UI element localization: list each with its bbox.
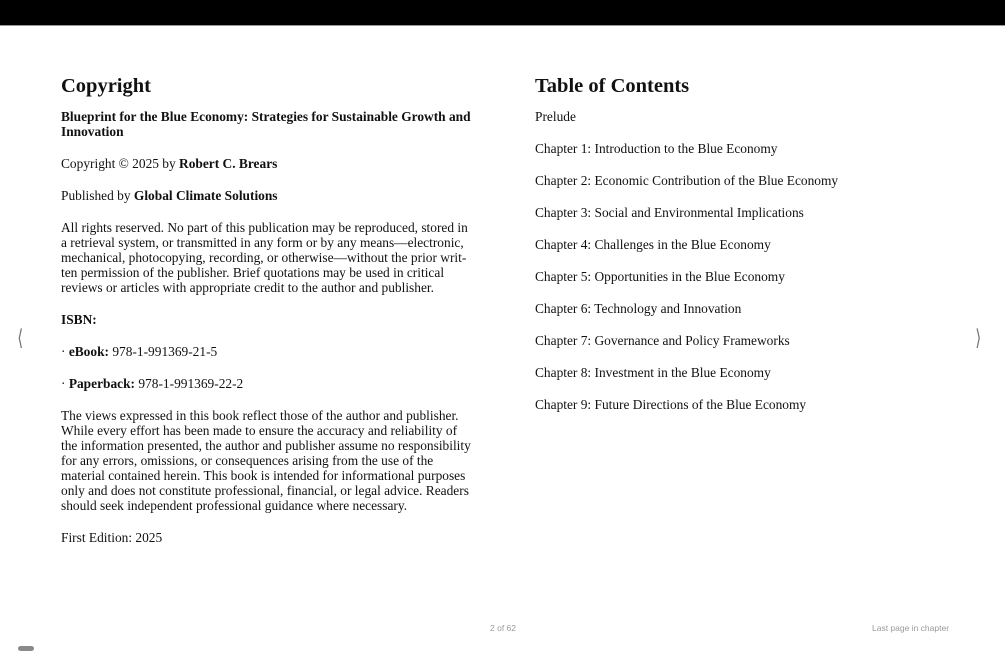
toc-item-chapter-8[interactable]: Chapter 8: Investment in the Blue Economy [535,365,771,380]
toc-item-chapter-4[interactable]: Chapter 4: Challenges in the Blue Economy [535,237,771,252]
edition-text: First Edition: 2025 [61,530,163,545]
toc-page [535,74,865,429]
toc-item-prelude[interactable]: Prelude [535,109,576,124]
rights-text: All rights reserved. No part of this publication may be reproduced, stored in a retrieval system, or transmitted in any form or by any means—electronic, mechanical, photocopying, recording, or otherwise—without the prior written permission of the publisher. Brief quotations may be used in critical reviews or articles with appropriate credit to the author and publisher. [61,220,468,295]
isbn-paperback-label: Paperback: [68,376,136,391]
toc-item-chapter-1[interactable]: Chapter 1: Introduction to the Blue Economy [535,141,778,156]
scroll-handle[interactable] [18,646,34,651]
bullet: · [61,376,69,391]
publisher-line [61,188,473,203]
isbn-paperback [61,376,473,391]
isbn-ebook-value: 978-1-991369-21-5 [109,344,218,359]
publisher-name: Global Climate Solutions [133,188,278,203]
toc-item-chapter-9[interactable]: Chapter 9: Future Directions of the Blue Economy [535,397,807,412]
book-title: Blueprint for the Blue Economy: Strategies for Sustainable Growth and Innovation [61,109,471,139]
toc-item-chapter-5[interactable]: Chapter 5: Opportunities in the Blue Economy [535,269,785,284]
isbn-paperback-value: 978-1-991369-22-2 [135,376,244,391]
chapter-status: Last page in chapter [872,623,950,633]
isbn-ebook [61,344,473,359]
toc-item-chapter-6[interactable]: Chapter 6: Technology and Innovation [535,301,742,316]
isbn-ebook-label: eBook: [68,344,109,359]
toc-item-chapter-2[interactable]: Chapter 2: Economic Contribution of the Blue Economy [535,173,839,188]
author-name: Robert C. Brears [179,156,278,171]
disclaimer-text: The views expressed in this book reflect those of the author and publisher. While every effort has been made to ensure the accuracy and reliability of the information presented, the author and publisher assume no responsibility for any errors, omissions, or consequences arising from the use of the material contained herein. This book is intended for informational purposes only and does not constitute professional, financial, or legal advice. Readers should seek independent professional guidance where necessary. [61,408,471,513]
copyright-heading: Copyright [61,75,151,97]
toc-item-chapter-3[interactable]: Chapter 3: Social and Environmental Implications [535,205,804,220]
copyright-prefix: Copyright © 2025 by [61,156,180,171]
top-bar [0,0,1005,26]
chevron-left-icon[interactable]: ⟨ [17,326,24,351]
bullet: · [61,344,69,359]
isbn-label: ISBN: [61,312,97,327]
published-prefix: Published by [61,188,134,203]
copyright-line [61,156,473,171]
toc-heading: Table of Contents [535,75,690,97]
copyright-page [61,74,473,562]
chevron-right-icon[interactable]: ⟩ [975,326,982,351]
toc-item-chapter-7[interactable]: Chapter 7: Governance and Policy Frameworks [535,333,790,348]
page-indicator: 2 of 62 [490,623,516,633]
